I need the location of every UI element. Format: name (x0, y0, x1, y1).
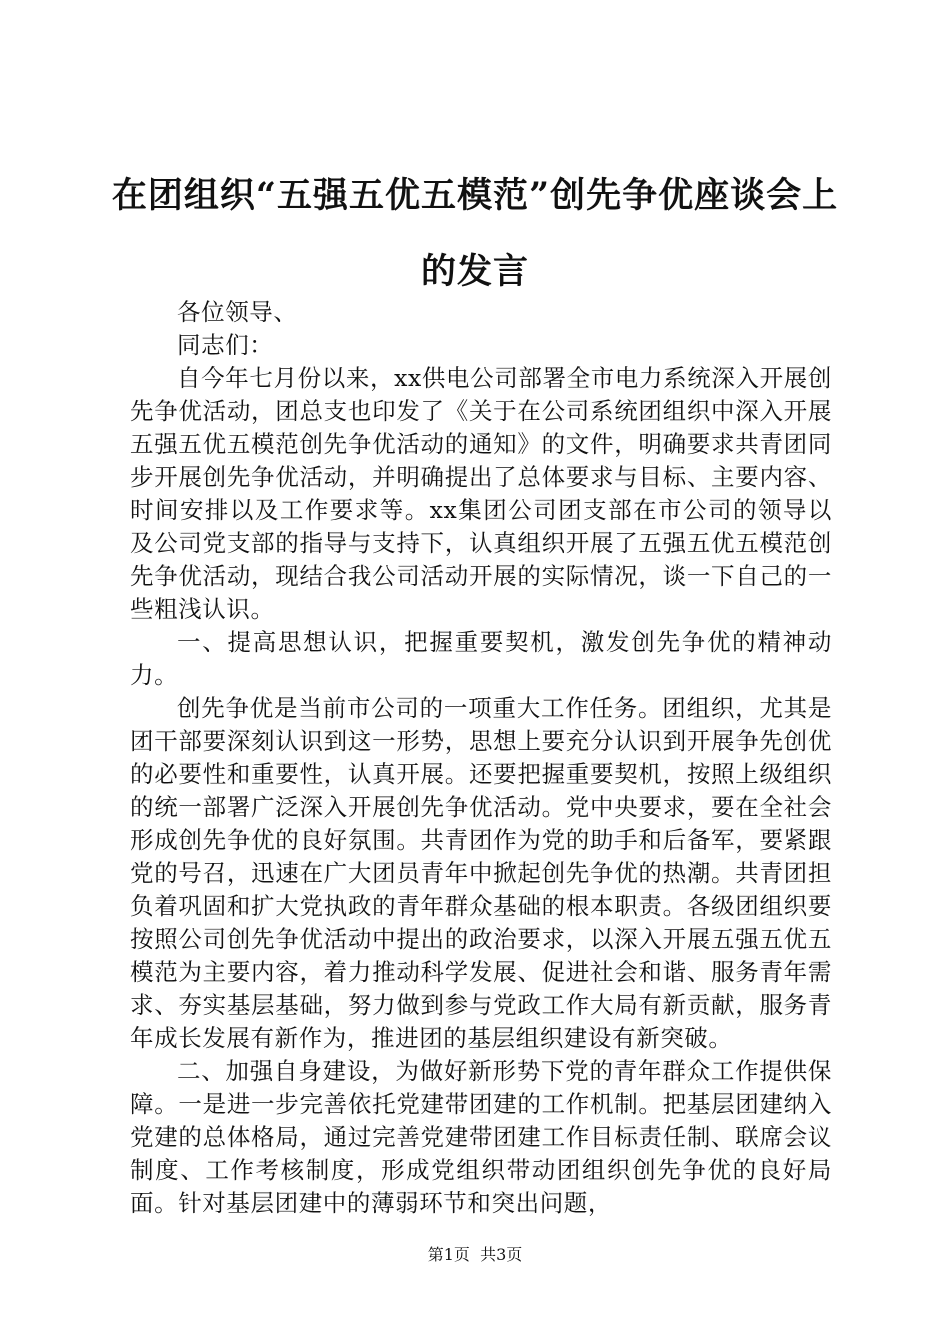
document-body (130, 296, 832, 1220)
document-title: 在团组织“五强五优五模范”创先争优座谈会上的发言 (111, 175, 839, 292)
section-heading: 二、加强自身建设，为做好新形势下党的青年群众工作提供保障。一是进一步完善依托党建带团建的工作机制。把基层团建纳入党建的总体格局，通过完善党建带团建工作目标责任制、联席会议制度、工作考核制度，形成党组织带动团组织创先争优的良好局面。针对基层团建中的薄弱环节和突出问题， (130, 1057, 832, 1217)
salutation-line: 各位领导、 (177, 298, 298, 326)
page-number: 第1页 共3页 (427, 1245, 523, 1264)
page-footer (0, 1244, 950, 1266)
body-paragraph: 创先争优是当前市公司的一项重大工作任务。团组织，尤其是团干部要深刻认识到这一形势，思想上要充分认识到开展争先创优的必要性和重要性，认真开展。还要把握重要契机，按照上级组织的统一部署广泛深入开展创先争优活动。党中央要求，要在全社会形成创先争优的良好氛围。共青团作为党的助手和后备军，要紧跟党的号召，迅速在广大团员青年中掀起创先争优的热潮。共青团担负着巩固和扩大党执政的青年群众基础的根本职责。各级团组织要按照公司创先争优活动中提出的政治要求，以深入开展五强五优五模范为主要内容，着力推动科学发展、促进社会和谐、服务青年需求、夯实基层基础，努力做到参与党政工作大局有新贡献，服务青年成长发展有新作为，推进团的基层组织建设有新突破。 (130, 694, 832, 1052)
salutation-line: 同志们： (177, 331, 274, 359)
body-paragraph: 自今年七月份以来，xx供电公司部署全市电力系统深入开展创先争优活动，团总支也印发了《关于在公司系统团组织中深入开展五强五优五模范创先争优活动的通知》的文件，明确要求共青团同步开展创先争优活动，并明确提出了总体要求与目标、主要内容、时间安排以及工作要求等。xx集团公司团支部在市公司的领导以及公司党支部的指导与支持下，认真组织开展了五强五优五模范创先争优活动，现结合我公司活动开展的实际情况，谈一下自己的一些粗浅认识。 (130, 364, 832, 623)
section-heading: 一、提高思想认识，把握重要契机，激发创先争优的精神动力。 (130, 628, 832, 689)
